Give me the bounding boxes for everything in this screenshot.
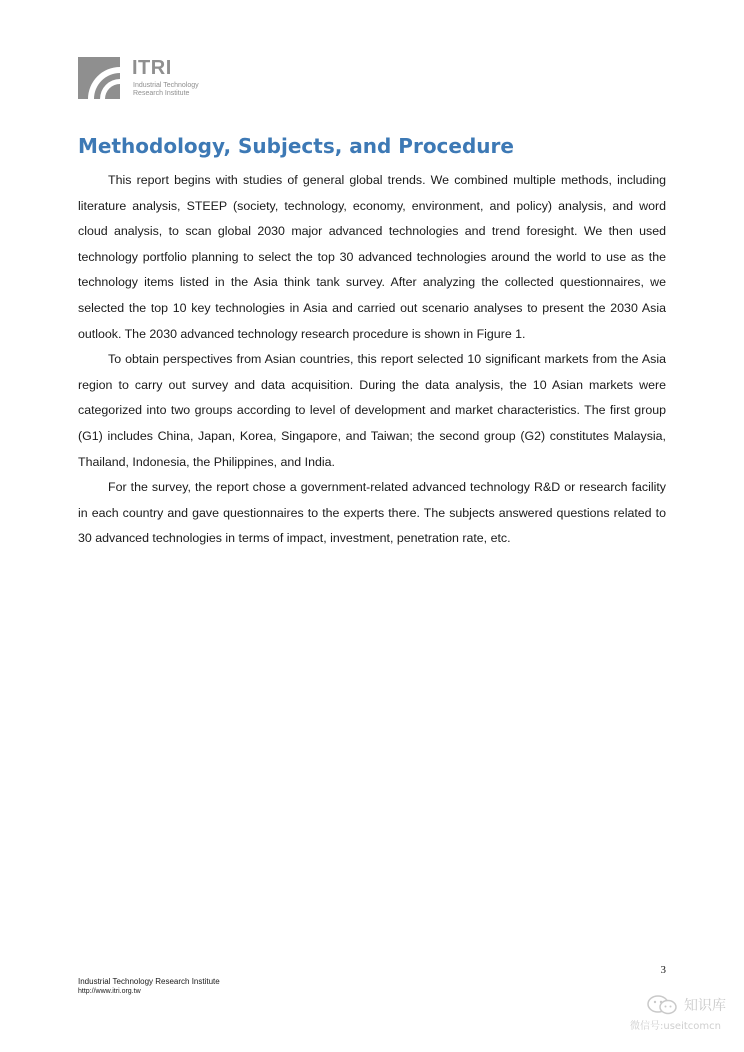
watermark-id: 微信号:useitcomcn [630,1021,721,1032]
itri-logo [78,57,228,101]
logo-name: ITRI [132,57,172,79]
watermark [628,992,738,1034]
footer-organization: Industrial Technology Research Institute [78,977,220,986]
footer-url[interactable]: http://www.itri.org.tw [78,988,141,995]
watermark-name: 知识库 [684,998,726,1014]
body-text [78,168,666,552]
itri-emblem-icon [78,57,120,99]
paragraph-procedure: For the survey, the report chose a government-related advanced technology R&D or research facility in each country and gave questionnaires to the experts there. The subjects answered questions related to 30 advanced technologies in terms of impact, investment, penetration rate, etc. [78,480,666,546]
paragraph-methods: This report begins with studies of general global trends. We combined multiple methods, including literature analysis, STEEP (society, technology, economy, environment, and policy) analysis, and word cloud analysis, to scan global 2030 major advanced technologies and trend foresight. We then used technology portfolio planning to select the top 30 advanced technologies around the world to use as the technology items listed in the Asia think tank survey. After analyzing the collected questionnaires, we selected the top 10 key technologies in Asia and carried out scenario analyses to present the 2030 Asia outlook. The 2030 advanced technology research procedure is shown in Figure 1. [78,173,666,341]
page-number: 3 [660,964,666,976]
logo-subtitle-line1: Industrial Technology [133,82,199,89]
section-heading: Methodology, Subjects, and Procedure [78,134,514,158]
wechat-icon [646,994,680,1016]
paragraph-subjects: To obtain perspectives from Asian countries, this report selected 10 significant markets from the Asia region to carry out survey and data acquisition. During the data analysis, the 10 Asian markets were categorized into two groups according to level of development and market characteristics. The first group (G1) includes China, Japan, Korea, Singapore, and Taiwan; the second group (G2) constitutes Malaysia, Thailand, Indonesia, the Philippines, and India. [78,352,666,469]
logo-subtitle-line2: Research Institute [133,90,190,97]
